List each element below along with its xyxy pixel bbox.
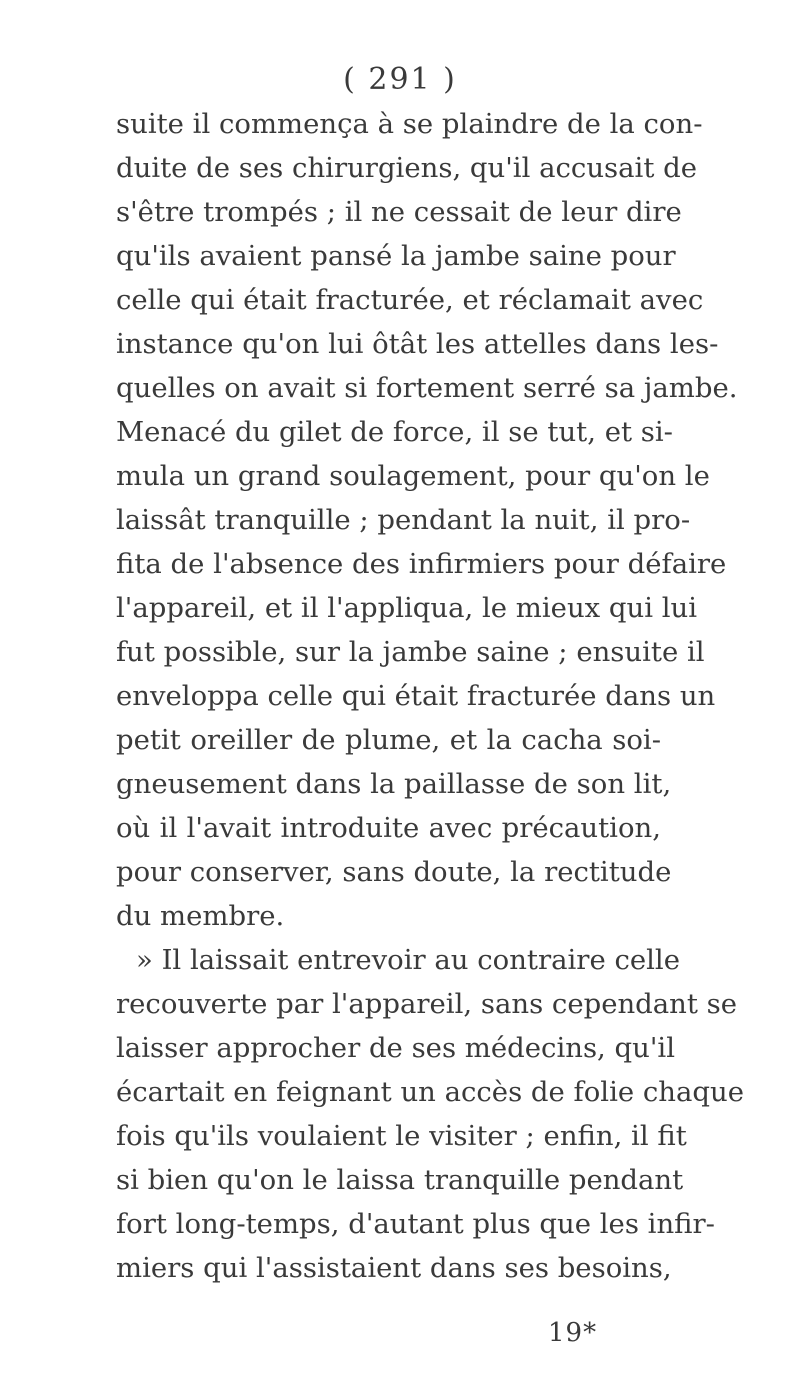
text-line: quelles on avait si fortement serré sa jambe. <box>116 372 738 404</box>
text-line: mula un grand soulagement, pour qu'on le <box>116 460 710 492</box>
text-line: enveloppa celle qui était fracturée dans un <box>116 680 716 712</box>
text-line: du membre. <box>116 900 285 932</box>
text-line: celle qui était fracturée, et réclamait avec <box>116 284 704 316</box>
text-line: instance qu'on lui ôtât les attelles dans les- <box>116 328 719 360</box>
text-line: petit oreiller de plume, et la cacha soi- <box>116 724 661 756</box>
signature-mark: 19* <box>548 1318 598 1348</box>
text-line: s'être trompés ; il ne cessait de leur dire <box>116 196 682 228</box>
text-line: si bien qu'on le laissa tranquille pendant <box>116 1164 684 1196</box>
text-line: fort long-temps, d'autant plus que les infir- <box>116 1208 715 1240</box>
text-line: où il l'avait introduite avec précaution, <box>116 812 661 844</box>
text-line: laisser approcher de ses médecins, qu'il <box>116 1032 676 1064</box>
paragraph-start-line: » Il laissait entrevoir au contraire celle <box>136 944 680 976</box>
text-line: fois qu'ils voulaient le visiter ; enfin, il fit <box>116 1120 687 1152</box>
text-line: pour conserver, sans doute, la rectitude <box>116 856 672 888</box>
text-line: fita de l'absence des infirmiers pour défaire <box>116 548 727 580</box>
text-line: recouverte par l'appareil, sans cependant se <box>116 988 738 1020</box>
text-line: laissât tranquille ; pendant la nuit, il pro- <box>116 504 691 536</box>
text-line: Menacé du gilet de force, il se tut, et si- <box>116 416 673 448</box>
page-number: ( 291 ) <box>343 62 457 97</box>
text-line: miers qui l'assistaient dans ses besoins, <box>116 1252 672 1284</box>
text-line: fut possible, sur la jambe saine ; ensuite il <box>116 636 705 668</box>
text-line: l'appareil, et il l'appliqua, le mieux qui lui <box>116 592 698 624</box>
body-text <box>116 102 744 1290</box>
text-line: gneusement dans la paillasse de son lit, <box>116 768 672 800</box>
text-line: suite il commença à se plaindre de la con- <box>116 108 703 140</box>
text-line: duite de ses chirurgiens, qu'il accusait de <box>116 152 698 184</box>
text-line: qu'ils avaient pansé la jambe saine pour <box>116 240 676 272</box>
text-line: écartait en feignant un accès de folie chaque <box>116 1076 744 1108</box>
